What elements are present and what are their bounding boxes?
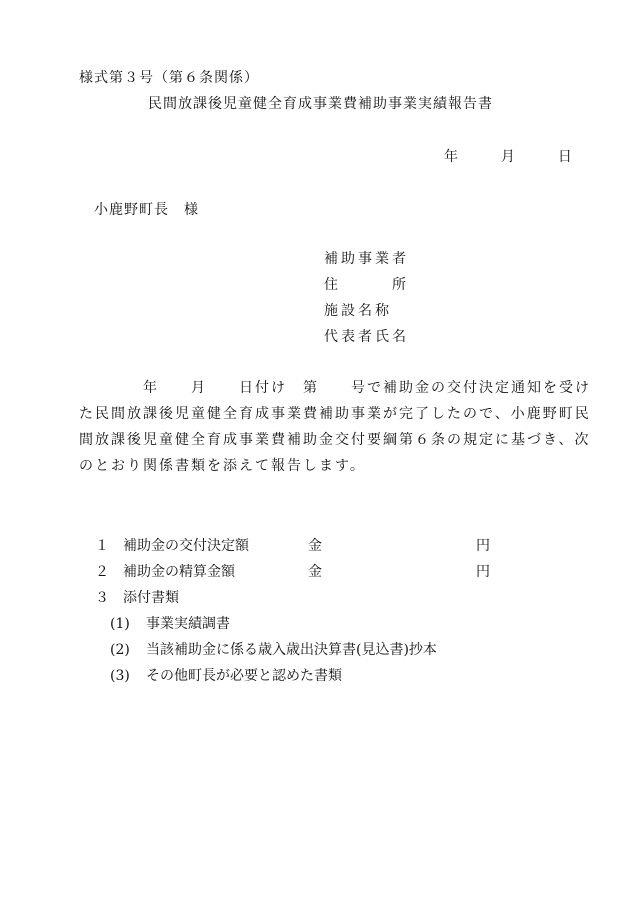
date-month: 月 <box>500 149 515 165</box>
attachment-number: (3) <box>110 668 130 684</box>
body-line: 間放課後児童健全育成事業費補助金交付要綱第６条の規定に基づき、次 <box>79 432 591 448</box>
item-number: ２ <box>95 564 109 580</box>
attachment-number: (1) <box>110 616 130 632</box>
document-title: 民間放課後児童健全育成事業費補助事業実績報告書 <box>148 96 493 112</box>
yen-label: 円 <box>476 538 490 554</box>
body-line: 年 月 日付け 第 号で補助金の交付決定通知を受け <box>79 380 591 396</box>
body-line: た民間放課後児童健全育成事業費補助事業が完了したので、小鹿野町民 <box>79 406 591 422</box>
body-line: のとおり関係書類を添えて報告します。 <box>79 458 366 474</box>
attachment-label: 事業実績調書 <box>146 616 230 632</box>
yen-label: 円 <box>476 564 490 580</box>
kin-label: 金 <box>308 538 322 554</box>
item-label: 補助金の精算金額 <box>123 564 235 580</box>
kin-label: 金 <box>308 564 322 580</box>
form-number: 様式第３号（第６条関係） <box>79 70 259 86</box>
field-representative: 代表者氏名 <box>324 329 409 345</box>
item-attachments <box>95 587 179 607</box>
item-number: ３ <box>95 590 109 606</box>
attachment-label: その他町長が必要と認めた書類 <box>146 668 342 684</box>
attachment-item <box>110 665 342 685</box>
field-facility-name: 施設名称 <box>324 303 392 319</box>
item-settlement-amount <box>95 561 495 581</box>
attachment-number: (2) <box>110 642 130 658</box>
date-day: 日 <box>557 149 572 165</box>
date-year: 年 <box>444 149 458 165</box>
attachment-label: 当該補助金に係る歳入歳出決算書(見込書)抄本 <box>146 642 437 658</box>
item-label: 添付書類 <box>123 590 179 606</box>
date-line <box>444 146 572 166</box>
attachment-item <box>110 613 230 633</box>
field-address: 住 所 <box>324 277 409 293</box>
item-number: １ <box>95 538 109 554</box>
field-applicant: 補助事業者 <box>324 251 409 267</box>
attachment-item <box>110 639 437 659</box>
addressee: 小鹿野町長 様 <box>94 202 199 218</box>
item-label: 補助金の交付決定額 <box>123 538 249 554</box>
item-grant-decision-amount <box>95 535 495 555</box>
body-paragraph <box>79 375 591 479</box>
